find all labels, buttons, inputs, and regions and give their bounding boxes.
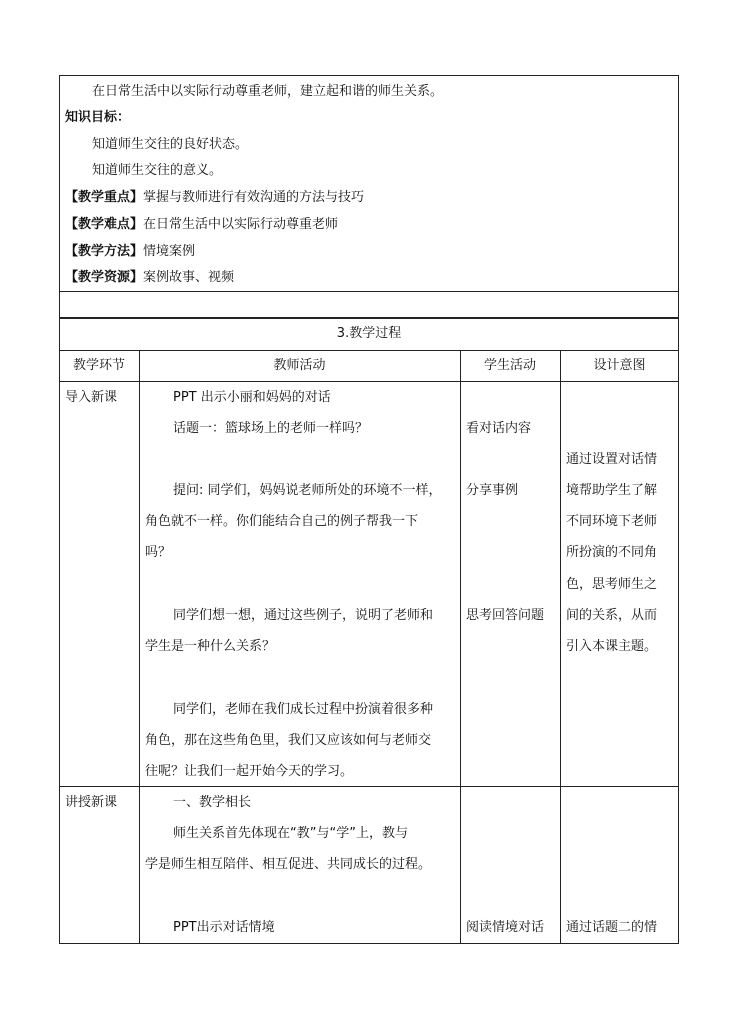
design-intent: 境帮助学生了解 xyxy=(566,483,658,498)
col-divider xyxy=(460,350,461,944)
teacher-activity: PPT 出示小丽和妈妈的对话 xyxy=(173,390,331,405)
teacher-activity: 一、教学相长 xyxy=(173,795,252,810)
teacher-activity: 话题一：篮球场上的老师一样吗？ xyxy=(173,421,369,436)
teacher-activity: 同学们想一想，通过这些例子，说明了老师和 xyxy=(173,608,434,623)
teacher-activity: 提问: 同学们，妈妈说老师所处的环境不一样， xyxy=(173,483,442,498)
title-divider xyxy=(59,350,679,351)
resource-label: 【教学资源】 xyxy=(65,270,144,285)
process-table xyxy=(59,318,679,944)
design-intent: 所扮演的不同角 xyxy=(566,545,658,560)
design-intent: 色，思考师生之 xyxy=(566,577,658,592)
header-divider xyxy=(59,381,679,382)
student-activity: 阅读情境对话 xyxy=(466,920,545,935)
focus-row xyxy=(65,189,364,207)
teacher-activity: 学是师生相互陪伴、相互促进、共同成长的过程。 xyxy=(145,857,432,872)
resource-text: 案例故事、视频 xyxy=(143,270,235,285)
teacher-activity: PPT出示对话情境 xyxy=(173,920,275,935)
divider xyxy=(59,291,679,292)
knowledge-heading: 知识目标： xyxy=(65,110,131,125)
method-label: 【教学方法】 xyxy=(65,244,144,259)
teacher-activity: 同学们，老师在我们成长过程中扮演着很多种 xyxy=(173,702,434,717)
design-intent: 不同环境下老师 xyxy=(566,514,658,529)
design-intent: 引入本课主题。 xyxy=(566,639,658,654)
header-teacher: 教师活动 xyxy=(273,358,326,373)
student-activity: 思考回答问题 xyxy=(466,608,545,623)
teacher-activity: 学生是一种什么关系？ xyxy=(145,639,276,654)
focus-label: 【教学重点】 xyxy=(65,190,144,205)
method-row xyxy=(65,243,195,261)
header-student: 学生活动 xyxy=(483,358,536,373)
difficulty-label: 【教学难点】 xyxy=(65,217,144,232)
process-title: 3.教学过程 xyxy=(336,326,402,341)
knowledge-item: 知道师生交往的意义。 xyxy=(92,163,223,178)
design-intent: 通过设置对话情 xyxy=(566,452,658,467)
student-activity: 分享事例 xyxy=(466,483,519,498)
header-stage: 教学环节 xyxy=(72,358,125,373)
design-intent: 间的关系，从而 xyxy=(566,608,658,623)
stage-new-lesson: 讲授新课 xyxy=(65,795,118,810)
stage-intro: 导入新课 xyxy=(65,390,118,405)
focus-text: 掌握与教师进行有效沟通的方法与技巧 xyxy=(143,190,365,205)
method-text: 情境案例 xyxy=(143,244,196,259)
student-activity: 看对话内容 xyxy=(466,421,532,436)
col-divider xyxy=(560,350,561,944)
difficulty-text: 在日常生活中以实际行动尊重老师 xyxy=(143,217,339,232)
header-intent: 设计意图 xyxy=(593,358,646,373)
difficulty-row xyxy=(65,216,338,234)
teacher-activity: 角色，那在这些角色里，我们又应该如何与老师交 xyxy=(145,733,432,748)
design-intent: 通过话题二的情 xyxy=(566,920,658,935)
teacher-activity: 吗？ xyxy=(145,545,172,560)
col-divider xyxy=(139,350,140,944)
objective-line: 在日常生活中以实际行动尊重老师，建立起和谐的师生关系。 xyxy=(92,84,444,99)
row-divider xyxy=(59,786,679,787)
knowledge-item: 知道师生交往的良好状态。 xyxy=(92,137,249,152)
teacher-activity: 师生关系首先体现在“教”与“学”上，教与 xyxy=(173,826,408,841)
teacher-activity: 角色就不一样。你们能结合自己的例子帮我一下 xyxy=(145,514,419,529)
resource-row xyxy=(65,269,234,287)
teacher-activity: 往呢？让我们一起开始今天的学习。 xyxy=(145,764,354,779)
